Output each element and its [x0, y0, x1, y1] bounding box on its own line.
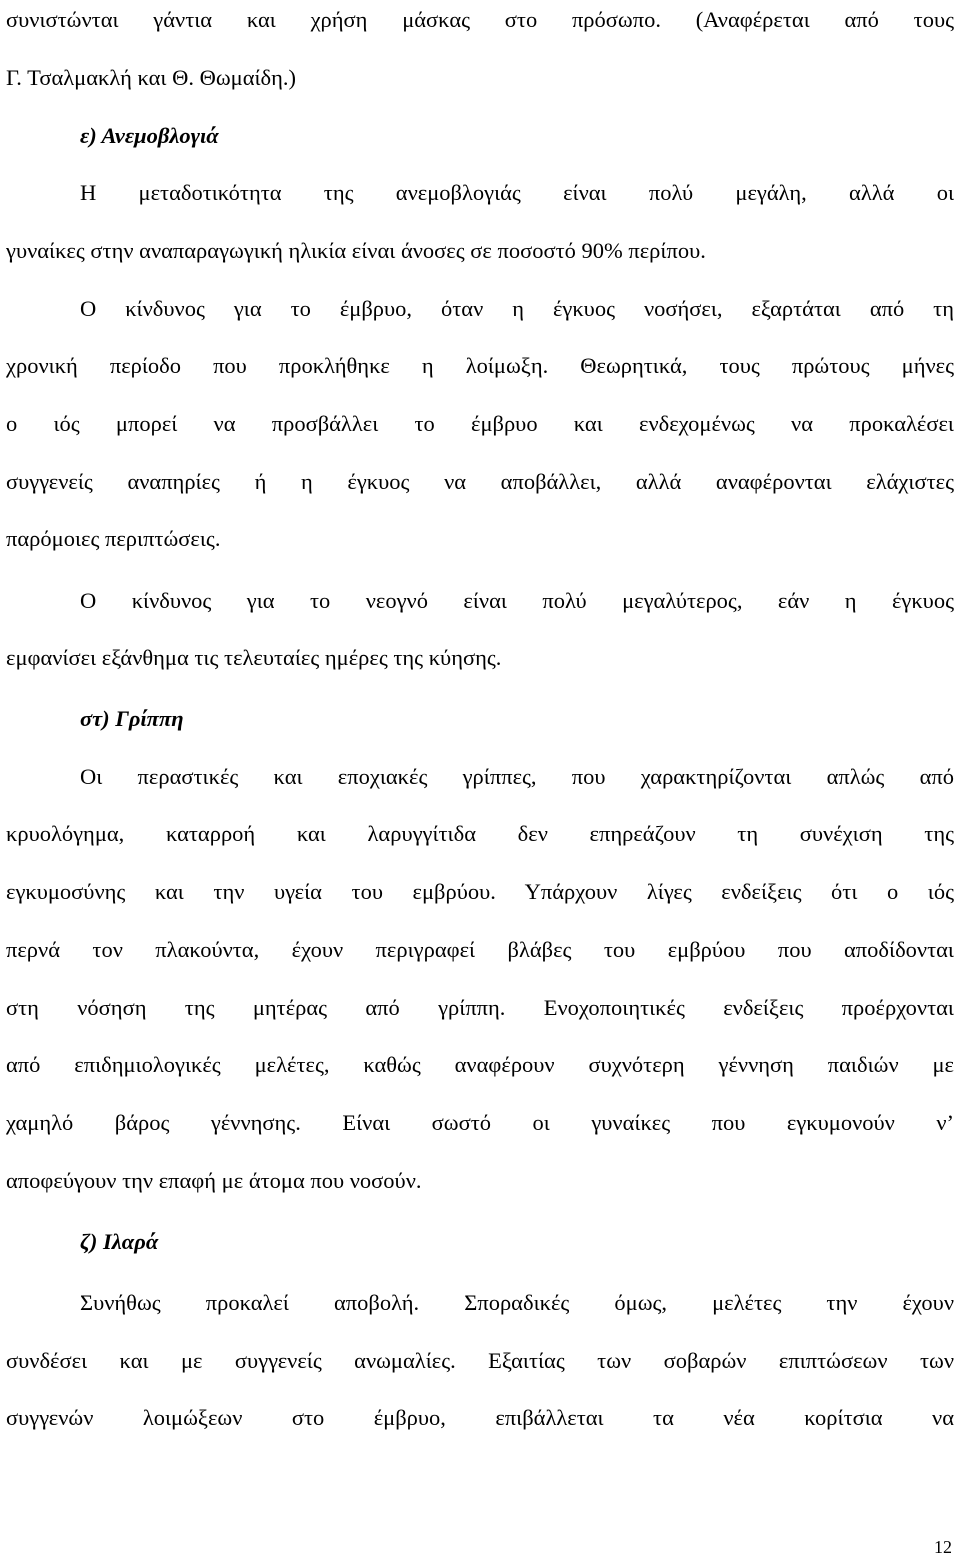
text-line: συνδέσει και με συγγενείς ανωμαλίες. Εξαιτίας των σοβαρών επιπτώσεων των — [6, 1348, 954, 1373]
text-line: εγκυμοσύνης και την υγεία του εμβρύου. Υπάρχουν λίγες ενδείξεις ότι ο ιός — [6, 879, 954, 904]
text-line: κρυολόγημα, καταρροή και λαρυγγίτιδα δεν επηρεάζουν τη συνέχιση της — [6, 821, 954, 846]
text-line: αποφεύγουν την επαφή με άτομα που νοσούν. — [6, 1168, 422, 1193]
text-line: γυναίκες στην αναπαραγωγική ηλικία είναι άνοσες σε ποσοστό 90% περίπου. — [6, 238, 706, 263]
text-line: Συνήθως προκαλεί αποβολή. Σποραδικές όμως, μελέτες την έχουν — [80, 1290, 954, 1315]
text-line: συνιστώνται γάντια και χρήση μάσκας στο πρόσωπο. (Αναφέρεται από τους — [6, 7, 954, 32]
text-line: περνά τον πλακούντα, έχουν περιγραφεί βλάβες του εμβρύου που αποδίδονται — [6, 937, 954, 962]
text-line: Γ. Τσαλμακλή και Θ. Θωμαίδη.) — [6, 65, 297, 90]
text-line: συγγενείς αναπηρίες ή η έγκυος να αποβάλλει, αλλά αναφέρονται ελάχιστες — [6, 469, 954, 494]
text-line: Ο κίνδυνος για το νεογνό είναι πολύ μεγαλύτερος, εάν η έγκυος — [80, 588, 954, 613]
text-line: Οι περαστικές και εποχιακές γρίππες, που χαρακτηρίζονται απλώς από — [80, 764, 954, 789]
text-line: ο ιός μπορεί να προσβάλλει το έμβρυο και ενδεχομένως να προκαλέσει — [6, 411, 954, 436]
section-heading-measles: ζ) Ιλαρά — [80, 1229, 159, 1254]
text-line: στη νόσηση της μητέρας από γρίππη. Ενοχοποιητικές ενδείξεις προέρχονται — [6, 995, 954, 1020]
text-line: Η μεταδοτικότητα της ανεμοβλογιάς είναι πολύ μεγάλη, αλλά οι — [80, 180, 954, 205]
text-line: εμφανίσει εξάνθημα τις τελευταίες ημέρες της κύησης. — [6, 645, 502, 670]
page-number: 12 — [934, 1537, 952, 1557]
text-line: χρονική περίοδο που προκλήθηκε η λοίμωξη. Θεωρητικά, τους πρώτους μήνες — [6, 353, 954, 378]
text-line: παρόμοιες περιπτώσεις. — [6, 526, 221, 551]
text-line: χαμηλό βάρος γέννησης. Είναι σωστό οι γυναίκες που εγκυμονούν ν’ — [6, 1110, 954, 1135]
text-line: συγγενών λοιμώξεων στο έμβρυο, επιβάλλεται τα νέα κορίτσια να — [6, 1405, 954, 1430]
section-heading-chickenpox: ε) Ανεμοβλογιά — [80, 123, 219, 148]
text-line: Ο κίνδυνος για το έμβρυο, όταν η έγκυος νοσήσει, εξαρτάται από τη — [80, 296, 954, 321]
section-heading-influenza: στ) Γρίππη — [80, 706, 184, 731]
text-line: από επιδημιολογικές μελέτες, καθώς αναφέρουν συχνότερη γέννηση παιδιών με — [6, 1052, 954, 1077]
